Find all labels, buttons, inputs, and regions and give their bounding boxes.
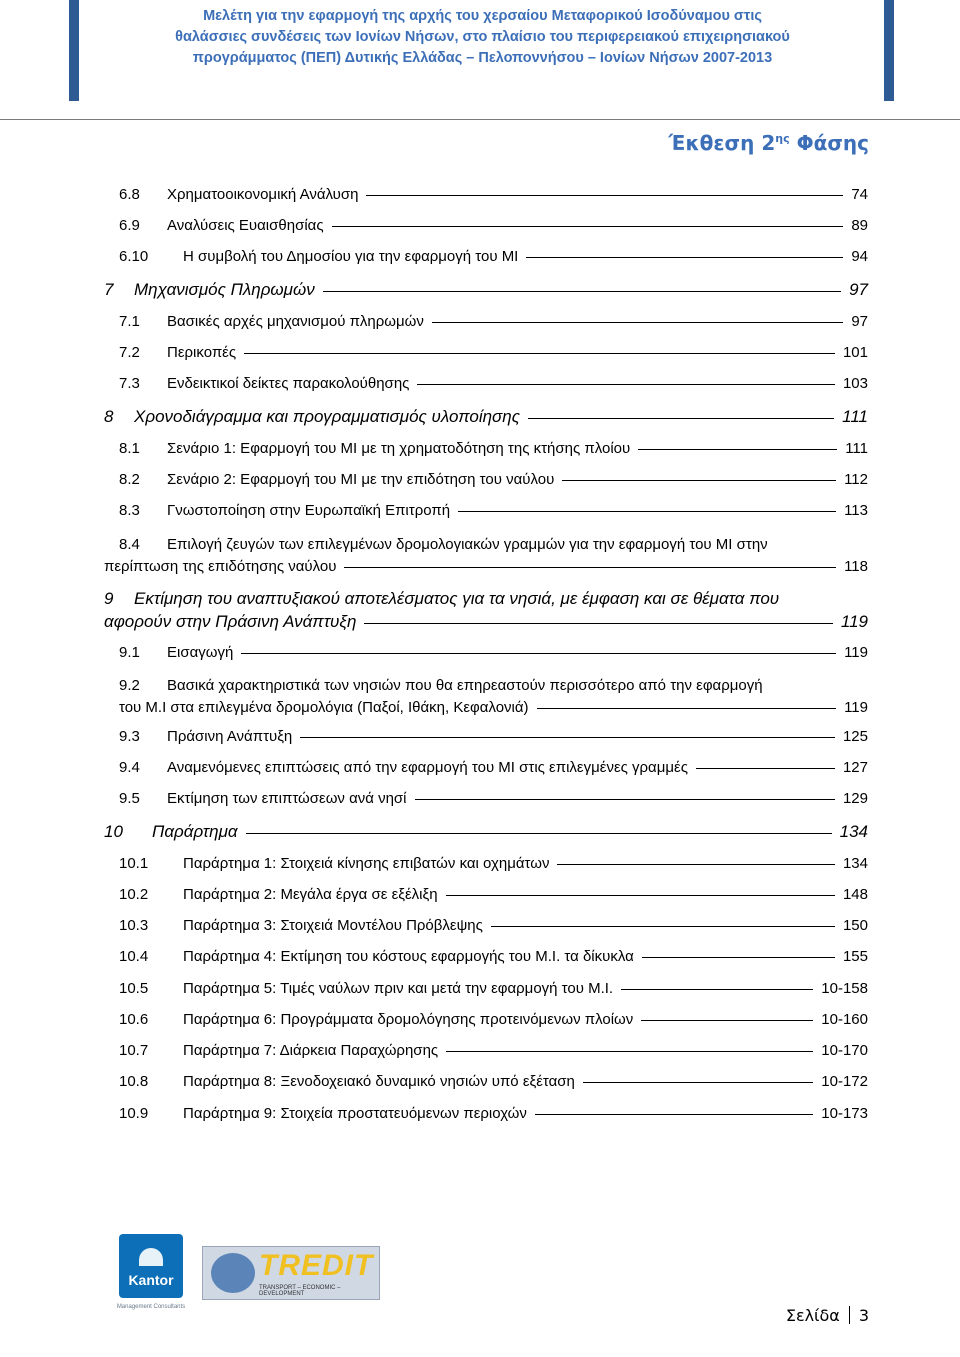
toc-title: Εκτίμηση των επιπτώσεων ανά νησί (167, 790, 407, 807)
toc-entry[interactable]: 7.2 Περικοπές 101 (119, 344, 868, 361)
toc-page: 155 (842, 948, 868, 965)
toc-title: Χρηματοοικονομική Ανάλυση (167, 186, 359, 203)
kantor-logo-icon (139, 1248, 163, 1266)
toc-page: 101 (842, 344, 868, 361)
toc-page: 103 (842, 375, 868, 392)
header-right-bar (884, 0, 894, 101)
toc-entry[interactable]: 6.8 Χρηματοοικονομική Ανάλυση 74 (119, 186, 868, 203)
toc-page: 134 (839, 822, 868, 841)
toc-title: Παράρτημα 2: Μεγάλα έργα σε εξέλιξη (183, 886, 438, 903)
toc-entry[interactable]: 10.4 Παράρτημα 4: Εκτίμηση του κόστους εφαρμογής του Μ.Ι. τα δίκυκλα 155 (119, 948, 868, 965)
toc-entry[interactable]: 10.7 Παράρτημα 7: Διάρκεια Παραχώρησης 10-170 (119, 1042, 868, 1059)
toc-title: Περικοπές (167, 344, 237, 361)
toc-page: 10-173 (821, 1105, 868, 1122)
toc-entry[interactable]: 8.4 Επιλογή ζευγών των επιλεγμένων δρομολογιακών γραμμών για την εφαρμογή του ΜΙ στην περίπτωση της επιδότησης ναύλου 118 (119, 534, 868, 578)
toc-title: του Μ.Ι στα επιλεγμένα δρομολόγια (Παξοί, Ιθάκη, Κεφαλονιά) (119, 699, 529, 716)
toc-entry[interactable]: 8.3 Γνωστοποίηση στην Ευρωπαϊκή Επιτροπή 113 (119, 502, 868, 519)
toc-page: 148 (842, 886, 868, 903)
toc-entry[interactable]: 6.9 Αναλύσεις Ευαισθησίας 89 (119, 217, 868, 234)
toc-entry[interactable]: 9.5 Εκτίμηση των επιπτώσεων ανά νησί 129 (119, 790, 868, 807)
toc-page: 112 (844, 471, 868, 488)
toc-title: Παράρτημα 5: Τιμές ναύλων πριν και μετά την εφαρμογή του Μ.Ι. (183, 980, 614, 997)
toc-page: 118 (844, 558, 868, 575)
toc-entry[interactable]: 10.1 Παράρτημα 1: Στοιχειά κίνησης επιβατών και οχημάτων 134 (119, 855, 868, 872)
toc-entry[interactable]: 10.3 Παράρτημα 3: Στοιχειά Μοντέλου Πρόβλεψης 150 (119, 917, 868, 934)
toc-page: 10-172 (821, 1073, 868, 1090)
toc-title: Παράρτημα 4: Εκτίμηση του κόστους εφαρμογής του Μ.Ι. τα δίκυκλα (183, 948, 634, 965)
toc-title: Βασικά χαρακτηριστικά των νησιών που θα επηρεαστούν περισσότερο από την εφαρμογή (167, 677, 763, 694)
toc-title: Παράρτημα 3: Στοιχειά Μοντέλου Πρόβλεψης (183, 917, 483, 934)
toc-title: Επιλογή ζευγών των επιλεγμένων δρομολογιακών γραμμών για την εφαρμογή του ΜΙ στην (167, 536, 768, 553)
toc-entry[interactable]: 9.2 Βασικά χαρακτηριστικά των νησιών που θα επηρεαστούν περισσότερο από την εφαρμογή του Μ.Ι στα επιλεγμένα δρομολόγια (Παξοί, Ιθάκη, Κεφαλονιά) 119 (119, 675, 868, 719)
toc-page: 134 (842, 855, 868, 872)
toc-page: 129 (842, 790, 868, 807)
toc-page: 74 (851, 186, 868, 203)
toc-title: Βασικές αρχές μηχανισμού πληρωμών (167, 313, 424, 330)
toc-title: Εισαγωγή (167, 644, 234, 661)
toc-title: Ενδεικτικοί δείκτες παρακολούθησης (167, 375, 410, 392)
tredit-logo: TREDIT TRANSPORT – ECONOMIC – DEVELOPMENT (202, 1246, 380, 1300)
toc-entry[interactable]: 8.1 Σενάριο 1: Εφαρμογή του ΜΙ με τη χρηματοδότηση της κτήσης πλοίου 111 (119, 440, 868, 457)
toc-chapter[interactable]: 8 Χρονοδιάγραμμα και προγραμματισμός υλοποίησης 111 (104, 407, 868, 426)
page-number: Σελίδα 3 (785, 1306, 869, 1325)
toc-title: Αναμενόμενες επιπτώσεις από την εφαρμογή του ΜΙ στις επιλεγμένες γραμμές (167, 759, 688, 776)
toc-title: Εκτίμηση του αναπτυξιακού αποτελέσματος για τα νησιά, με έμφαση και σε θέματα που (134, 589, 780, 608)
header-line: προγράμματος (ΠΕΠ) Δυτικής Ελλάδας – Πελοποννήσου – Ιονίων Νήσων 2007-2013 (192, 50, 773, 66)
toc-entry[interactable]: 8.2 Σενάριο 2: Εφαρμογή του ΜΙ με την επιδότηση του ναύλου 112 (119, 471, 868, 488)
toc-title: Πράσινη Ανάπτυξη (167, 728, 293, 745)
tredit-logo-icon (211, 1253, 255, 1293)
toc-chapter[interactable]: 7 Μηχανισμός Πληρωμών 97 (104, 280, 868, 299)
toc-page: 125 (842, 728, 868, 745)
toc-title: Παράρτημα 9: Στοιχεία προστατευόμενων περιοχών (183, 1105, 527, 1122)
toc-entry[interactable]: 6.10 Η συμβολή του Δημοσίου για την εφαρμογή του ΜΙ 94 (119, 248, 868, 265)
toc-title: Μηχανισμός Πληρωμών (134, 280, 315, 299)
toc-chapter[interactable]: 9 Εκτίμηση του αναπτυξιακού αποτελέσματος για τα νησιά, με έμφαση και σε θέματα που αφορούν στην Πράσινη Ανάπτυξη 119 (104, 589, 868, 631)
toc-page: 94 (851, 248, 868, 265)
toc-entry[interactable]: 7.3 Ενδεικτικοί δείκτες παρακολούθησης 103 (119, 375, 868, 392)
toc-entry[interactable]: 10.9 Παράρτημα 9: Στοιχεία προστατευόμενων περιοχών 10-173 (119, 1105, 868, 1122)
toc-title: Σενάριο 1: Εφαρμογή του ΜΙ με τη χρηματοδότηση της κτήσης πλοίου (167, 440, 631, 457)
toc-page: 119 (844, 644, 868, 661)
toc-title: Παράρτημα (152, 822, 238, 841)
toc-title: αφορούν στην Πράσινη Ανάπτυξη (104, 612, 357, 631)
toc-entry[interactable]: 10.8 Παράρτημα 8: Ξενοδοχειακό δυναμικό νησιών υπό εξέταση 10-172 (119, 1073, 868, 1090)
toc-entry[interactable]: 7.1 Βασικές αρχές μηχανισμού πληρωμών 97 (119, 313, 868, 330)
toc-page: 10-158 (821, 980, 868, 997)
toc-page: 127 (842, 759, 868, 776)
toc-page: 119 (844, 699, 868, 716)
toc-title: Παράρτημα 6: Προγράμματα δρομολόγησης προτεινόμενων πλοίων (183, 1011, 634, 1028)
toc-title: Χρονοδιάγραμμα και προγραμματισμός υλοποίησης (134, 407, 521, 426)
toc-title: Παράρτημα 7: Διάρκεια Παραχώρησης (183, 1042, 439, 1059)
toc-entry[interactable]: 10.5 Παράρτημα 5: Τιμές ναύλων πριν και μετά την εφαρμογή του Μ.Ι. 10-158 (119, 980, 868, 997)
toc-page: 97 (851, 313, 868, 330)
toc-entry[interactable]: 10.6 Παράρτημα 6: Προγράμματα δρομολόγησης προτεινόμενων πλοίων 10-160 (119, 1011, 868, 1028)
toc-page: 111 (842, 407, 868, 426)
toc-entry[interactable]: 9.3 Πράσινη Ανάπτυξη 125 (119, 728, 868, 745)
toc-entry[interactable]: 9.4 Αναμενόμενες επιπτώσεις από την εφαρμογή του ΜΙ στις επιλεγμένες γραμμές 127 (119, 759, 868, 776)
header-divider (0, 119, 960, 120)
toc-page: 150 (842, 917, 868, 934)
toc-title: Γνωστοποίηση στην Ευρωπαϊκή Επιτροπή (167, 502, 451, 519)
toc-chapter[interactable]: 10 Παράρτημα 134 (104, 822, 868, 841)
header-line: Μελέτη για την εφαρμογή της αρχής του χερσαίου Μεταφορικού Ισοδύναμου στις (203, 8, 762, 24)
toc-title: Η συμβολή του Δημοσίου για την εφαρμογή του ΜΙ (183, 248, 519, 265)
toc-entry[interactable]: 10.2 Παράρτημα 2: Μεγάλα έργα σε εξέλιξη 148 (119, 886, 868, 903)
phase-title: Έκθεση $2^{\eta\varsigma}$ Φάσης (668, 131, 869, 155)
toc-page: 10-160 (821, 1011, 868, 1028)
toc-title: Αναλύσεις Ευαισθησίας (167, 217, 324, 234)
toc-page: 119 (840, 612, 868, 631)
toc-page: 10-170 (821, 1042, 868, 1059)
toc-title: Παράρτημα 8: Ξενοδοχειακό δυναμικό νησιών υπό εξέταση (183, 1073, 575, 1090)
toc-title: Παράρτημα 1: Στοιχειά κίνησης επιβατών και οχημάτων (183, 855, 550, 872)
toc-page: 97 (849, 280, 868, 299)
kantor-logo: Kantor Management Consultants (119, 1234, 183, 1298)
toc-title: περίπτωση της επιδότησης ναύλου (104, 558, 337, 575)
header-left-bar (69, 0, 79, 101)
toc-title: Σενάριο 2: Εφαρμογή του ΜΙ με την επιδότηση του ναύλου (167, 471, 555, 488)
toc-page: 113 (844, 502, 868, 519)
toc-page: 89 (851, 217, 868, 234)
toc-entry[interactable]: 9.1 Εισαγωγή 119 (119, 644, 868, 661)
header-line: θαλάσσιες συνδέσεις των Ιονίων Νήσων, στο πλαίσιο του περιφερειακού επιχειρησιακού (175, 29, 790, 45)
toc-page: 111 (845, 440, 868, 457)
document-header (95, 6, 870, 69)
